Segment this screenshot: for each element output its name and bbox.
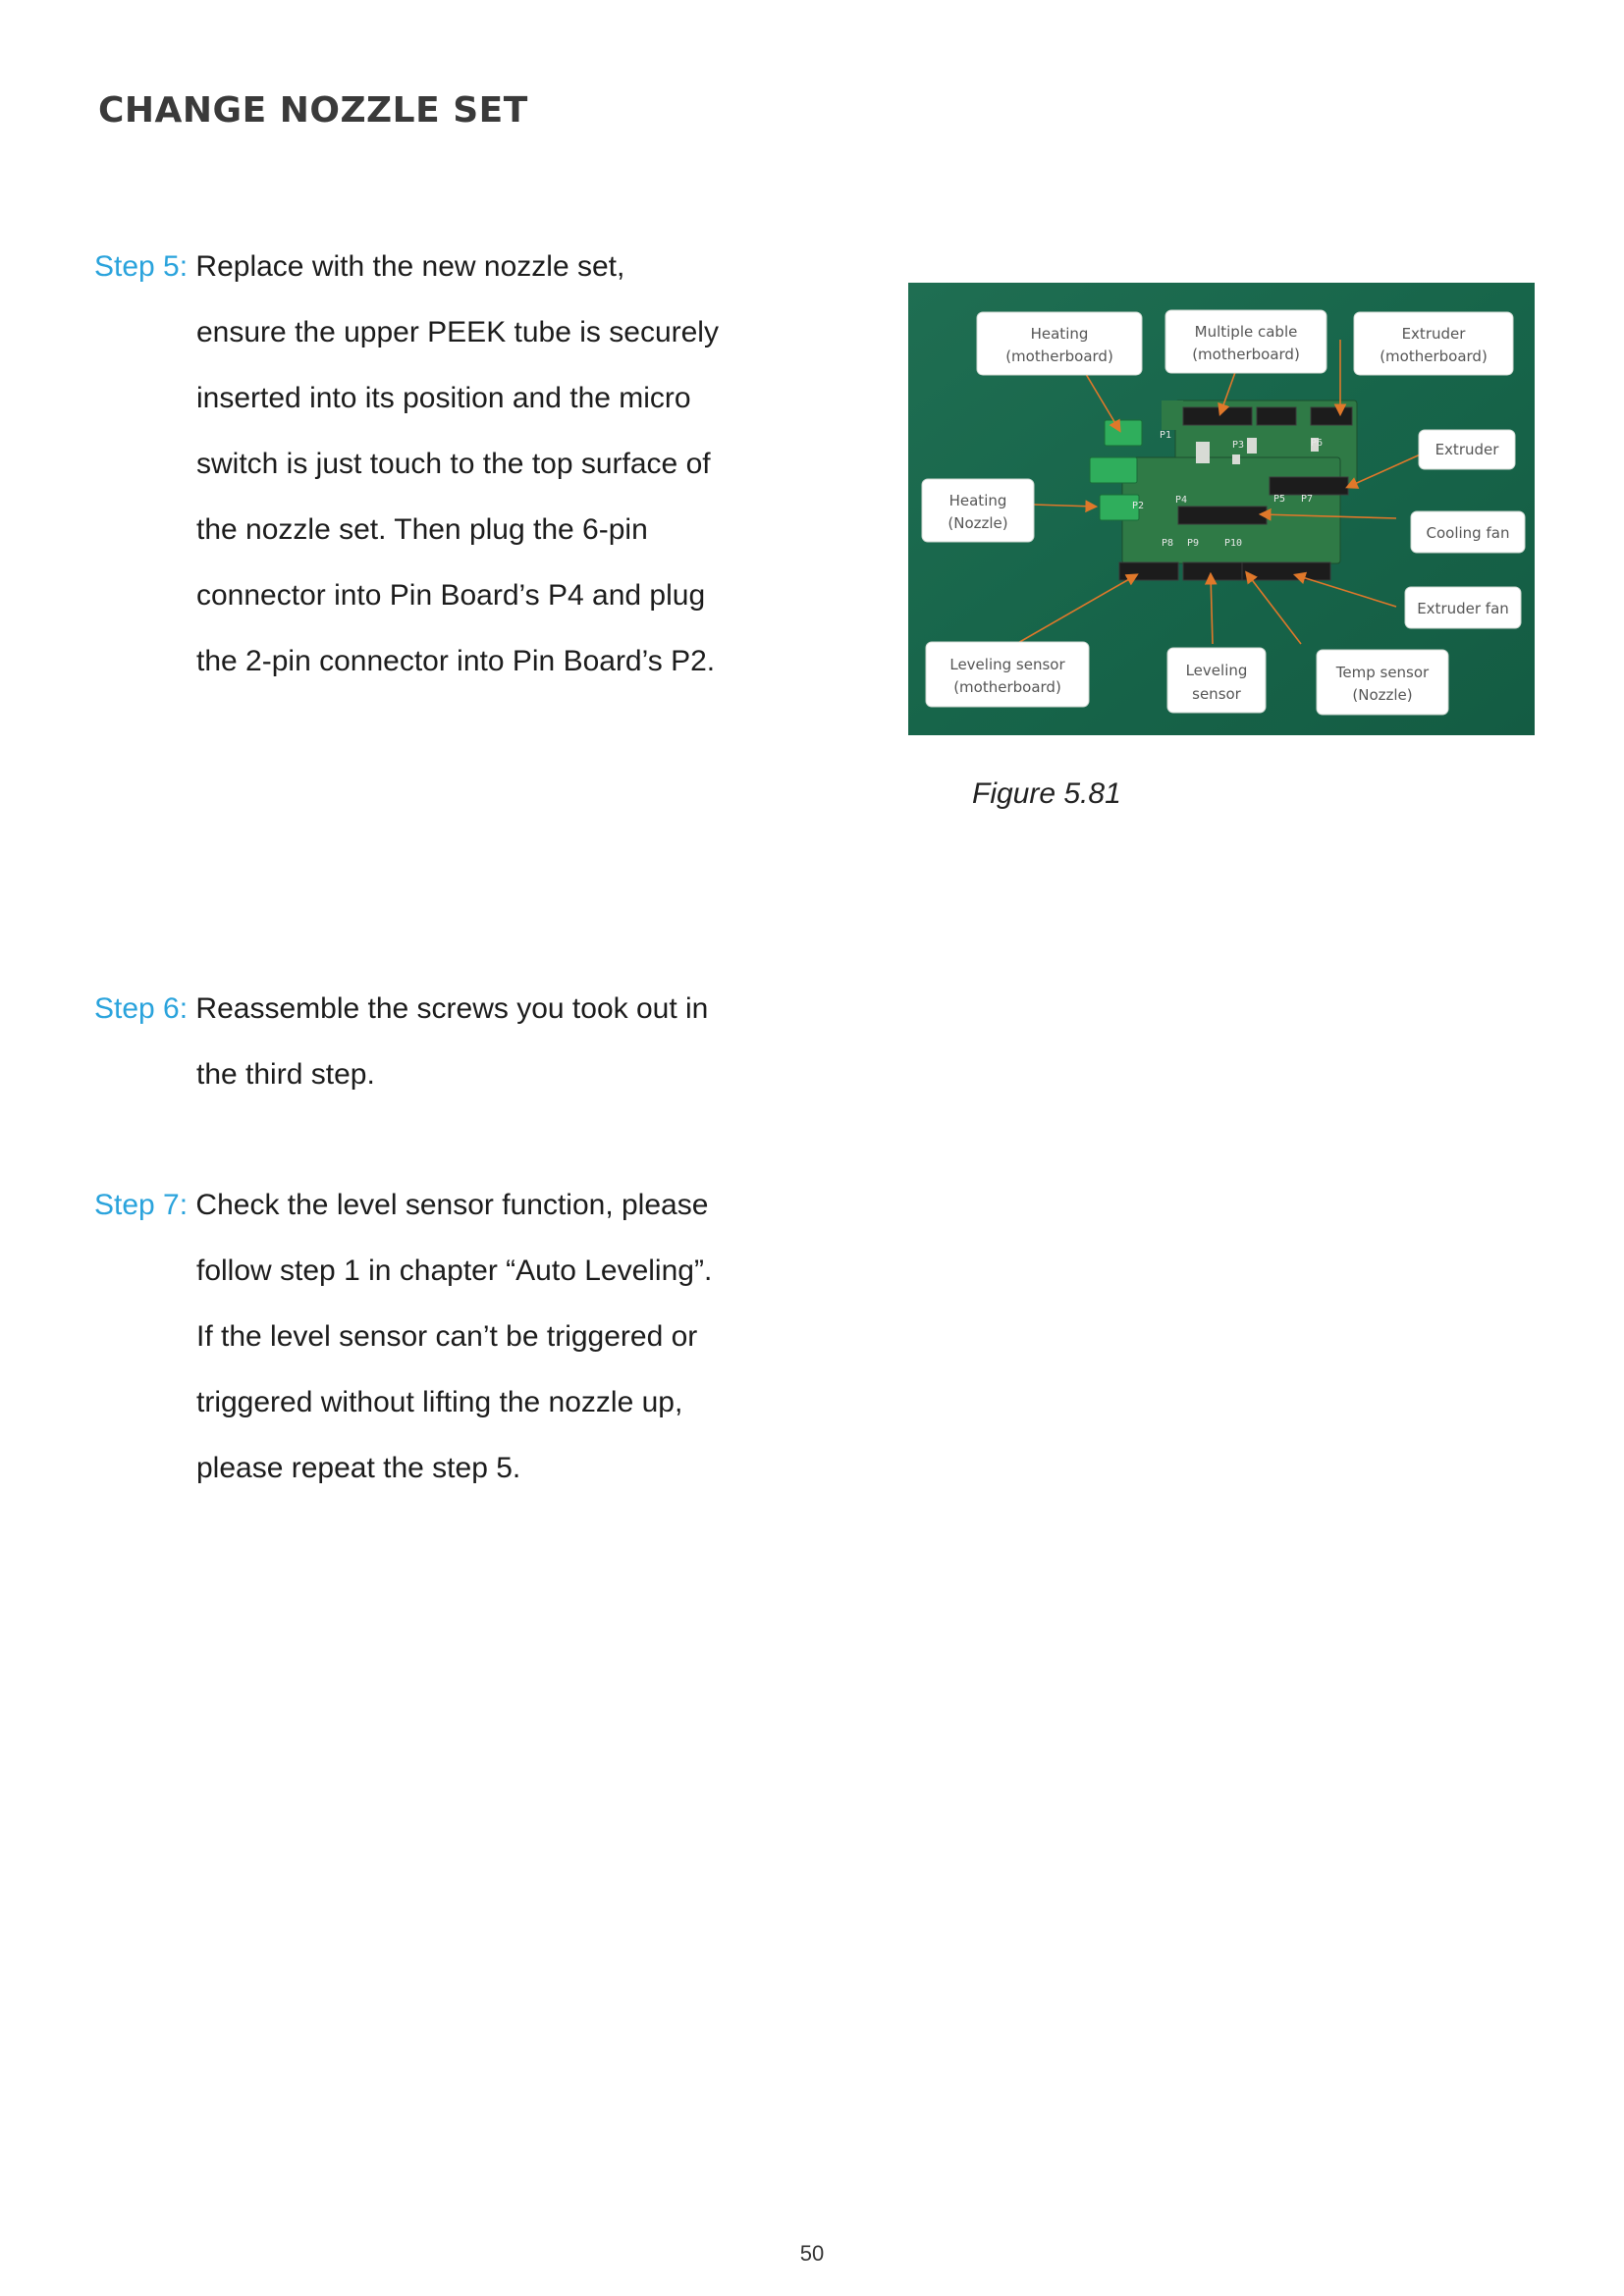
- step-6-label: Step 6:: [94, 992, 189, 1025]
- step-6-line: the third step.: [196, 1058, 375, 1091]
- step-5-first-line: [94, 234, 723, 299]
- step-7-line: If the level sensor can’t be triggered or: [196, 1320, 698, 1353]
- step-5-line: the nozzle set. Then plug the 6-pin: [196, 513, 648, 546]
- label-heating-motherboard-line1: Heating: [1030, 325, 1089, 343]
- silk-p1: P1: [1160, 430, 1172, 441]
- label-extruder-motherboard-line2: (motherboard): [1380, 347, 1488, 365]
- label-temp-sensor-line2: (Nozzle): [1352, 686, 1413, 704]
- figure-caption: Figure 5.81: [972, 777, 1121, 810]
- silk-p9: P9: [1187, 538, 1200, 549]
- page-heading: CHANGE NOZZLE SET: [98, 90, 528, 131]
- step-6-first-line: [94, 976, 723, 1041]
- step-6-first-text: Reassemble the screws you took out in: [195, 992, 709, 1025]
- label-cooling-fan: [1411, 511, 1525, 553]
- label-heating-nozzle-line2: (Nozzle): [947, 514, 1008, 532]
- label-heating-nozzle: [922, 479, 1034, 542]
- step-7-label: Step 7:: [94, 1189, 189, 1221]
- silk-p7: P7: [1301, 494, 1314, 505]
- label-extruder-fan-line1: Extruder fan: [1417, 600, 1509, 617]
- page-number: 50: [799, 2241, 825, 2266]
- step-7-first-line: [94, 1172, 723, 1238]
- label-leveling-sensor: [1167, 648, 1266, 713]
- step-5-first-text: Replace with the new nozzle set,: [195, 250, 625, 283]
- step-5-label: Step 5:: [94, 250, 189, 283]
- pin-board-photo: [908, 283, 1535, 735]
- step-5: [94, 234, 723, 694]
- step-7: [94, 1172, 723, 1501]
- silk-p10: P10: [1224, 538, 1243, 549]
- label-temp-sensor-line1: Temp sensor: [1335, 664, 1430, 681]
- silk-p3: P3: [1232, 440, 1245, 451]
- label-extruder-motherboard-line1: Extruder: [1401, 325, 1466, 343]
- label-leveling-sensor-line1: Leveling: [1185, 662, 1248, 679]
- label-extruder-line1: Extruder: [1435, 441, 1499, 458]
- step-7-line: please repeat the step 5.: [196, 1452, 521, 1484]
- silk-p4: P4: [1175, 495, 1188, 506]
- label-temp-sensor: [1317, 650, 1448, 715]
- step-6: [94, 976, 723, 1107]
- label-extruder-motherboard: [1354, 312, 1513, 375]
- step-7-line: triggered without lifting the nozzle up,: [196, 1386, 683, 1418]
- label-leveling-motherboard-line1: Leveling sensor: [949, 656, 1065, 673]
- step-5-line: switch is just touch to the top surface of: [196, 448, 711, 480]
- label-multiple-cable-line2: (motherboard): [1192, 346, 1300, 363]
- label-extruder: [1419, 430, 1515, 469]
- pin-board: [1090, 400, 1357, 580]
- label-heating-motherboard: [977, 312, 1142, 375]
- step-5-line: ensure the upper PEEK tube is securely: [196, 316, 719, 348]
- silk-p6: P6: [1311, 438, 1324, 449]
- label-leveling-sensor-line2: sensor: [1192, 685, 1241, 703]
- step-5-line: connector into Pin Board’s P4 and plug: [196, 579, 706, 612]
- step-7-first-text: Check the level sensor function, please: [195, 1189, 709, 1221]
- label-multiple-cable-line1: Multiple cable: [1194, 323, 1298, 341]
- label-leveling-motherboard: [926, 642, 1089, 707]
- label-leveling-motherboard-line2: (motherboard): [953, 678, 1061, 696]
- silk-p5: P5: [1273, 494, 1286, 505]
- label-heating-motherboard-line2: (motherboard): [1005, 347, 1113, 365]
- pin-board-figure: [908, 283, 1535, 735]
- label-extruder-fan: [1405, 587, 1521, 628]
- step-7-line: follow step 1 in chapter “Auto Leveling”.: [196, 1255, 713, 1287]
- label-cooling-fan-line1: Cooling fan: [1426, 524, 1510, 542]
- silk-p2: P2: [1132, 501, 1145, 511]
- step-5-line: inserted into its position and the micro: [196, 382, 691, 414]
- step-5-line: the 2-pin connector into Pin Board’s P2.: [196, 645, 716, 677]
- silk-p8: P8: [1162, 538, 1174, 549]
- label-heating-nozzle-line1: Heating: [948, 492, 1007, 509]
- label-multiple-cable: [1165, 310, 1326, 373]
